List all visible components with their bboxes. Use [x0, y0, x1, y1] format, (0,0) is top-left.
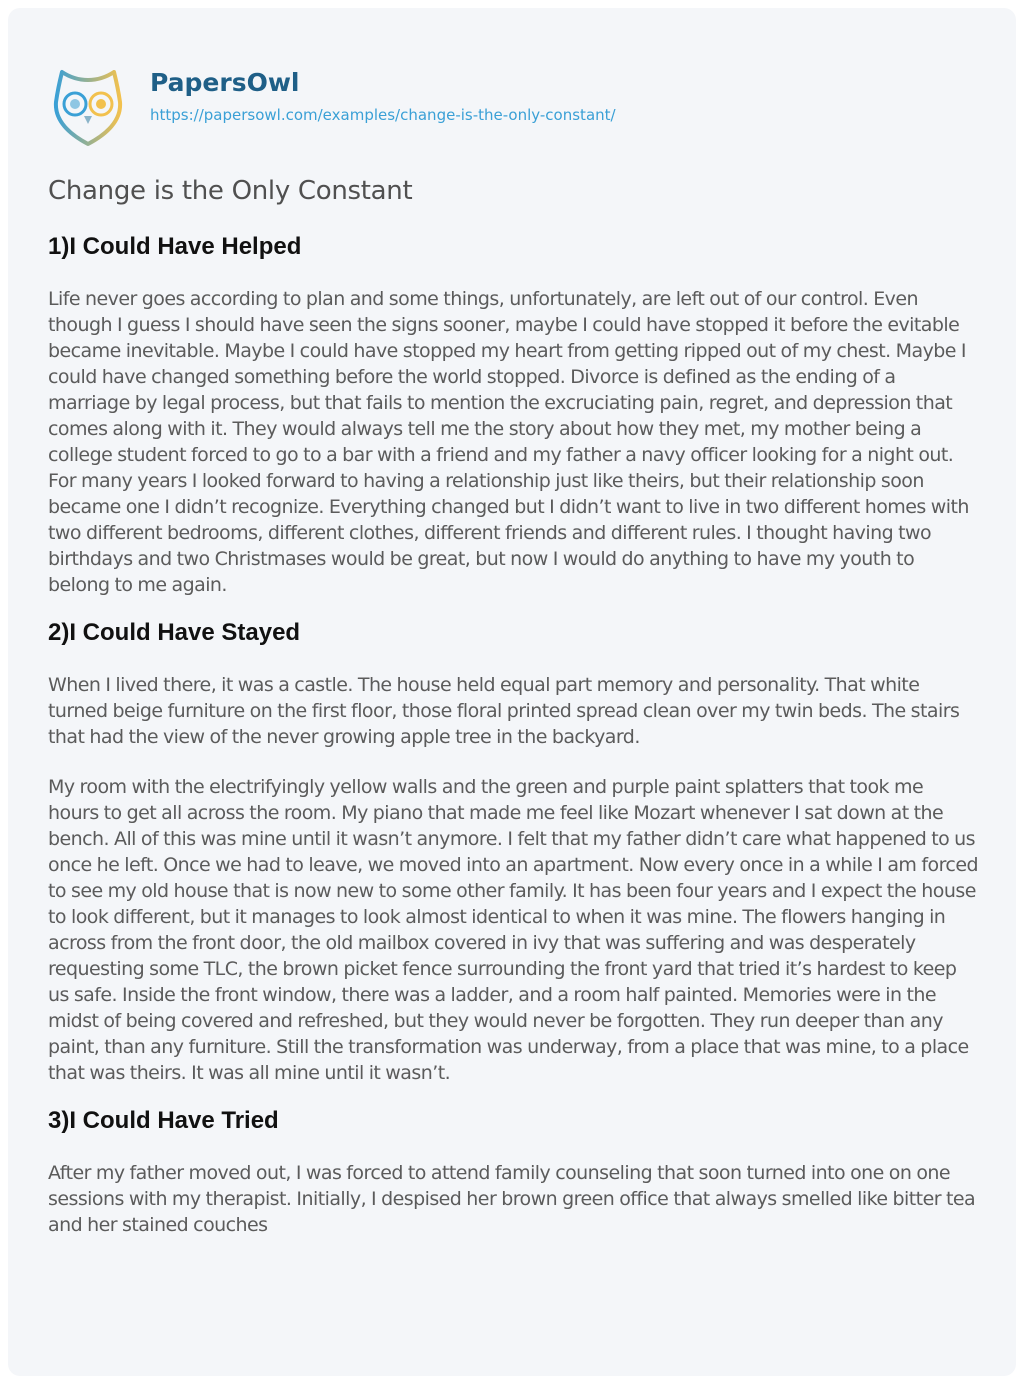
paragraph: When I lived there, it was a castle. The house held equal part memory and personality. That white turned beige furniture on the first floor, those floral printed spread clean over my twin beds. The stairs that had the view of the never growing apple tree in the backyard.	[48, 674, 960, 748]
source-url-link[interactable]: https://papersowl.com/examples/change-is-the-only-constant/	[150, 106, 616, 124]
site-header	[48, 66, 616, 148]
article	[48, 174, 978, 1238]
paragraph: Life never goes according to plan and some things, unfortunately, are left out of our control. Even though I guess I should have seen the signs sooner, maybe I could have stopped it before the evitable became inevitable. Maybe I could have stopped my heart from getting ripped out of my chest. Maybe I could have changed something before the world stopped. Divorce is defined as the ending of a marriage by legal process, but that fails to mention the excruciating pain, regret, and depression that comes along with it. They would always tell me the story about how they met, my mother being a college student forced to go to a bar with a friend and my father a navy officer looking for a night out. For many years I looked forward to having a relationship just like theirs, but their relationship soon became one I didn’t recognize. Everything changed but I didn’t want to live in two different homes with two different bedrooms, different clothes, different friends and different rules. I thought having two birthdays and two Christmases would be great, but now I would do anything to have my youth to belong to me again.	[48, 288, 969, 596]
owl-logo-icon[interactable]	[48, 66, 128, 148]
paragraph: After my father moved out, I was forced to attend family counseling that soon turned into one on one sessions with my therapist. Initially, I despised her brown green office that always smelled like bitter tea and her stained couches	[48, 1162, 976, 1236]
section-heading-2: 2)I Could Have Stayed	[48, 619, 301, 646]
section-heading-1: 1)I Could Have Helped	[48, 233, 302, 260]
brand-block	[150, 68, 616, 124]
section-heading-3: 3)I Could Have Tried	[48, 1107, 279, 1134]
paragraph: My room with the electrifyingly yellow walls and the green and purple paint splatters that took me hours to get all across the room. My piano that made me feel like Mozart whenever I sat down at the bench. All of this was mine until it wasn’t anymore. I felt that my father didn’t care what happened to us once he left. Once we had to leave, we moved into an apartment. Now every once in a while I am forced to see my old house that is now new to some other family. It has been four years and I expect the house to look different, but it manages to look almost identical to when it was mine. The flowers hanging in across from the front door, the old mailbox covered in ivy that was suffering and was desperately requesting some TLC, the brown picket fence surrounding the front yard that tried it’s hardest to keep us safe. Inside the front window, there was a ladder, and a room half painted. Memories were in the midst of being covered and refreshed, but they would never be forgotten. They run deeper than any paint, than any furniture. Still the transformation was underway, from a place that was mine, to a place that was theirs. It was all mine until it wasn’t.	[48, 776, 978, 1084]
page-card	[8, 8, 1016, 1376]
brand-name[interactable]: PapersOwl	[150, 68, 300, 97]
article-title: Change is the Only Constant	[48, 176, 413, 206]
